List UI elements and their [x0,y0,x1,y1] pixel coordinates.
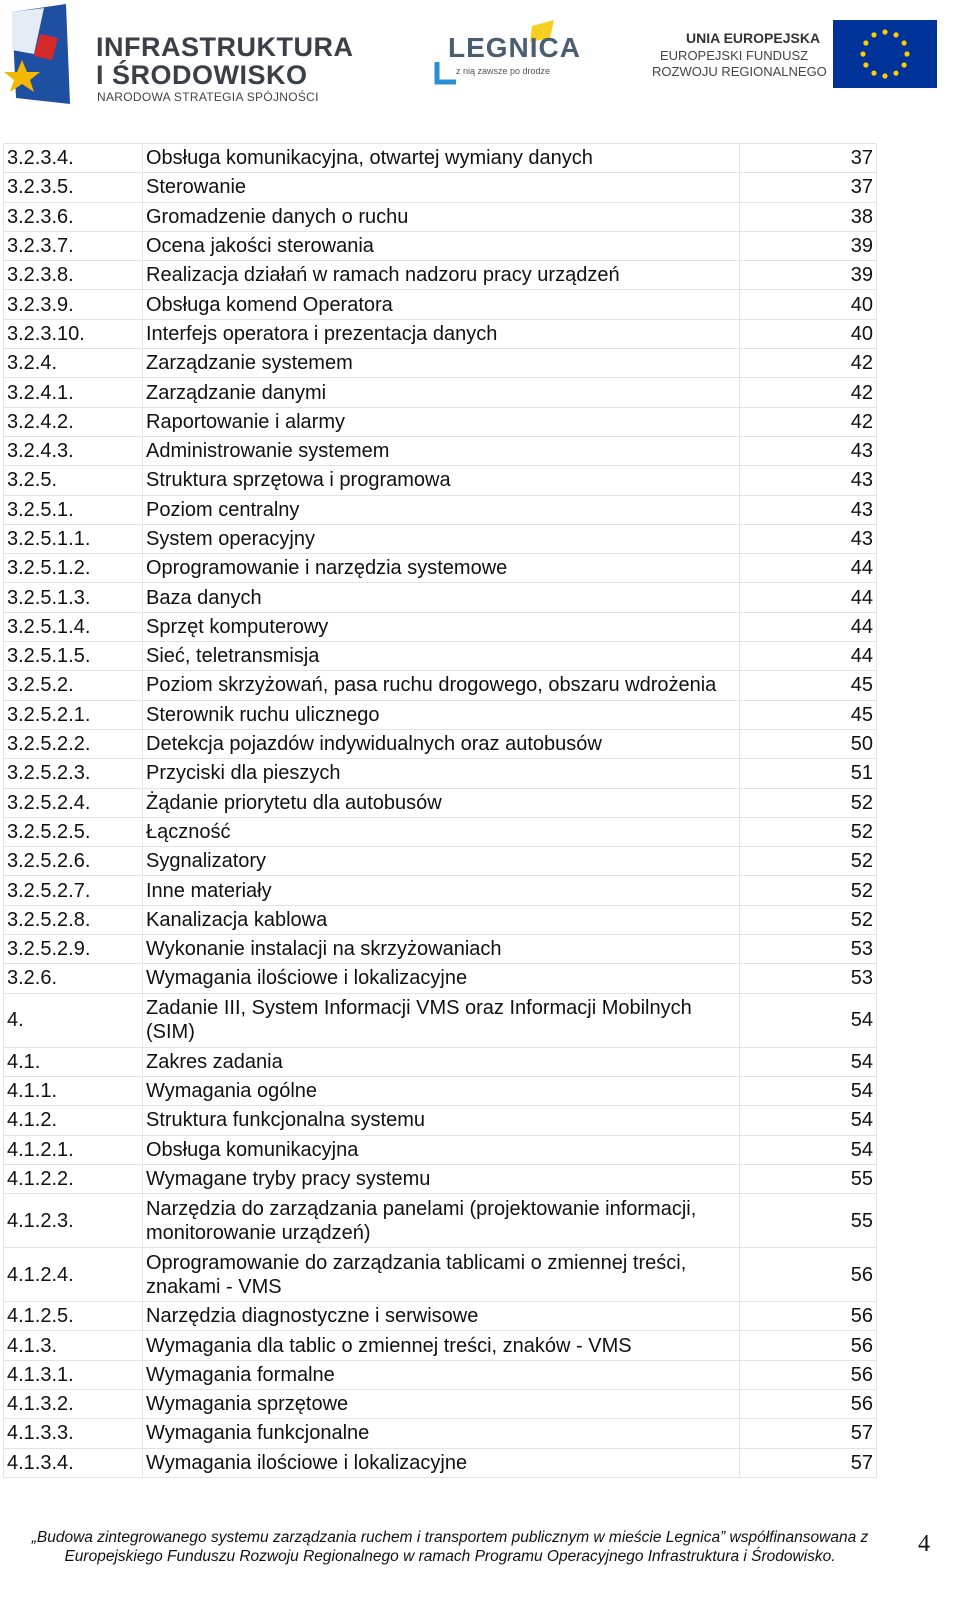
toc-page: 39 [740,261,877,290]
toc-number: 3.2.5.2.6. [4,847,143,876]
legnica-tagline: z nią zawsze po drodze [456,66,551,76]
eu-star-icon [902,62,907,67]
toc-title: Gromadzenie danych o ruchu [143,202,740,231]
toc-row [4,144,877,173]
toc-row [4,407,877,436]
eu-star-icon [893,32,898,37]
toc-title: Sterowanie [143,173,740,202]
toc-page: 54 [740,1106,877,1135]
legnica-logo [434,20,584,90]
toc-row [4,788,877,817]
toc-number: 3.2.5.1.5. [4,642,143,671]
toc-row [4,202,877,231]
toc-title: Poziom centralny [143,495,740,524]
toc-page: 55 [740,1194,877,1248]
toc-page: 45 [740,700,877,729]
toc-number: 3.2.5.2.3. [4,759,143,788]
toc-title: Poziom skrzyżowań, pasa ruchu drogowego, obszaru wdrożenia [143,671,740,700]
toc-page: 52 [740,876,877,905]
toc-row [4,642,877,671]
toc-row [4,583,877,612]
eu-star-icon [863,40,868,45]
toc-row [4,349,877,378]
toc-title: Wymagania sprzętowe [143,1389,740,1418]
toc-page: 56 [740,1331,877,1360]
toc-row [4,935,877,964]
toc-page: 52 [740,905,877,934]
toc-row [4,1302,877,1331]
toc-page: 40 [740,290,877,319]
toc-row [4,1194,877,1248]
toc-row [4,905,877,934]
toc-page: 55 [740,1164,877,1193]
eu-line1: UNIA EUROPEJSKA [686,30,821,46]
toc-page: 54 [740,1047,877,1076]
toc-title: Sieć, teletransmisja [143,642,740,671]
toc-row [4,261,877,290]
toc-row [4,1419,877,1448]
toc-number: 3.2.5.2. [4,671,143,700]
toc-page: 44 [740,554,877,583]
toc-row [4,231,877,260]
toc-title: Kanalizacja kablowa [143,905,740,934]
toc-number: 3.2.4.3. [4,436,143,465]
toc-page: 40 [740,319,877,348]
toc-number: 3.2.3.10. [4,319,143,348]
toc-page: 44 [740,642,877,671]
toc-title: Oprogramowanie i narzędzia systemowe [143,554,740,583]
toc-row [4,1331,877,1360]
toc-page: 53 [740,964,877,993]
toc-page: 37 [740,173,877,202]
logo-is-line3: NARODOWA STRATEGIA SPÓJNOŚCI [97,90,319,104]
toc-title: Narzędzia do zarządzania panelami (projektowanie informacji, monitorowanie urządzeń) [143,1194,740,1248]
toc-row [4,319,877,348]
toc-number: 4.1.2.4. [4,1248,143,1302]
toc-title: Detekcja pojazdów indywidualnych oraz autobusów [143,729,740,758]
toc-number: 3.2.5.1.2. [4,554,143,583]
toc-number: 4.1.3.3. [4,1419,143,1448]
toc-title: Wymagania funkcjonalne [143,1419,740,1448]
toc-row [4,524,877,553]
eu-star-icon [902,40,907,45]
toc-title: Wymagania ogólne [143,1076,740,1105]
toc-title: Wymagania ilościowe i lokalizacyjne [143,964,740,993]
legnica-wordmark: LEGNICA [448,32,581,63]
toc-page: 54 [740,1135,877,1164]
toc-row [4,1047,877,1076]
toc-row [4,1106,877,1135]
toc-page: 52 [740,847,877,876]
toc-title: Zadanie III, System Informacji VMS oraz Informacji Mobilnych (SIM) [143,993,740,1047]
eu-flag-icon [833,20,937,88]
toc-title: Wymagane tryby pracy systemu [143,1164,740,1193]
toc-title: Obsługa komunikacyjna, otwartej wymiany danych [143,144,740,173]
toc-title: Struktura funkcjonalna systemu [143,1106,740,1135]
toc-page: 53 [740,935,877,964]
toc-number: 3.2.3.8. [4,261,143,290]
logo-is-line1: INFRASTRUKTURA [96,32,354,62]
toc-row [4,1135,877,1164]
eu-star-icon [893,71,898,76]
toc-row [4,173,877,202]
toc-number: 4.1.3. [4,1331,143,1360]
toc-number: 4.1. [4,1047,143,1076]
toc-number: 4.1.2.2. [4,1164,143,1193]
toc-number: 4.1.2.5. [4,1302,143,1331]
toc-number: 3.2.5.2.4. [4,788,143,817]
toc-number: 3.2.3.4. [4,144,143,173]
toc-page: 43 [740,495,877,524]
toc-page: 56 [740,1360,877,1389]
toc-number: 3.2.5. [4,466,143,495]
toc-title: Struktura sprzętowa i programowa [143,466,740,495]
toc-number: 3.2.5.2.9. [4,935,143,964]
toc-page: 42 [740,378,877,407]
toc-row [4,495,877,524]
toc-row [4,1448,877,1477]
toc-number: 3.2.3.6. [4,202,143,231]
eu-line3: ROZWOJU REGIONALNEGO [652,64,827,79]
toc-number: 4.1.2.3. [4,1194,143,1248]
toc-number: 3.2.3.5. [4,173,143,202]
toc-row [4,1248,877,1302]
toc-row [4,729,877,758]
toc-number: 3.2.4.1. [4,378,143,407]
page-header [0,0,960,112]
toc-title: Oprogramowanie do zarządzania tablicami o zmiennej treści, znakami - VMS [143,1248,740,1302]
toc-title: Administrowanie systemem [143,436,740,465]
toc-number: 4.1.2. [4,1106,143,1135]
toc-row [4,554,877,583]
eu-star-icon [882,29,887,34]
toc-page: 43 [740,436,877,465]
eu-star-icon [904,51,909,56]
toc-page: 57 [740,1448,877,1477]
toc-row [4,671,877,700]
toc-title: Sprzęt komputerowy [143,612,740,641]
toc-row [4,1389,877,1418]
toc-page: 44 [740,583,877,612]
eu-star-icon [863,62,868,67]
toc-page: 42 [740,407,877,436]
toc-row [4,378,877,407]
toc-page: 52 [740,788,877,817]
toc-title: Obsługa komend Operatora [143,290,740,319]
toc-page: 45 [740,671,877,700]
toc-page: 56 [740,1389,877,1418]
toc-number: 3.2.5.1.1. [4,524,143,553]
toc-page: 51 [740,759,877,788]
toc-row [4,759,877,788]
toc-title: Wymagania dla tablic o zmiennej treści, znaków - VMS [143,1331,740,1360]
toc-title: Obsługa komunikacyjna [143,1135,740,1164]
toc-number: 4.1.1. [4,1076,143,1105]
toc-number: 3.2.5.1.4. [4,612,143,641]
toc-number: 3.2.3.9. [4,290,143,319]
toc-page: 44 [740,612,877,641]
eu-star-icon [860,51,865,56]
toc-page: 54 [740,993,877,1047]
toc-page: 43 [740,524,877,553]
toc-title: Sygnalizatory [143,847,740,876]
toc-title: Sterownik ruchu ulicznego [143,700,740,729]
toc-title: Ocena jakości sterowania [143,231,740,260]
toc-title: System operacyjny [143,524,740,553]
toc-number: 3.2.5.2.2. [4,729,143,758]
toc-number: 3.2.6. [4,964,143,993]
toc-title: Inne materiały [143,876,740,905]
toc-page: 38 [740,202,877,231]
toc-title: Wymagania formalne [143,1360,740,1389]
toc-row [4,612,877,641]
toc-title: Interfejs operatora i prezentacja danych [143,319,740,348]
toc-row [4,817,877,846]
toc-row [4,290,877,319]
toc-title: Baza danych [143,583,740,612]
toc-title: Wykonanie instalacji na skrzyżowaniach [143,935,740,964]
toc-row [4,847,877,876]
toc-number: 4.1.2.1. [4,1135,143,1164]
toc-row [4,1360,877,1389]
toc-title: Raportowanie i alarmy [143,407,740,436]
toc-title: Zarządzanie danymi [143,378,740,407]
toc-title: Łączność [143,817,740,846]
toc-number: 3.2.3.7. [4,231,143,260]
page-number: 4 [918,1531,930,1557]
eu-star-icon [871,71,876,76]
footer-line2: Europejskiego Funduszu Rozwoju Regionalnego w ramach Programu Operacyjnego Infrastruktura i Środowisko. [64,1548,836,1565]
toc-page: 43 [740,466,877,495]
toc-number: 4.1.3.1. [4,1360,143,1389]
toc-page: 37 [740,144,877,173]
toc-number: 3.2.4. [4,349,143,378]
toc-number: 3.2.5.1. [4,495,143,524]
nss-flag-icon [4,4,72,106]
toc-number: 4. [4,993,143,1047]
toc-row [4,1164,877,1193]
toc-title: Realizacja działań w ramach nadzoru pracy urządzeń [143,261,740,290]
toc-row [4,1076,877,1105]
footer-line1: „Budowa zintegrowanego systemu zarządzania ruchem i transportem publicznym w mieście Legnica” współfinansowana z [31,1529,869,1546]
toc-row [4,436,877,465]
eu-star-icon [871,32,876,37]
toc-number: 3.2.5.1.3. [4,583,143,612]
toc-row [4,876,877,905]
toc-row [4,466,877,495]
toc-number: 4.1.3.2. [4,1389,143,1418]
toc-number: 3.2.5.2.8. [4,905,143,934]
toc-title: Zakres zadania [143,1047,740,1076]
eu-star-icon [882,73,887,78]
toc-page: 56 [740,1248,877,1302]
toc-row [4,993,877,1047]
toc-page: 56 [740,1302,877,1331]
table-of-contents [3,143,877,1478]
toc-number: 4.1.3.4. [4,1448,143,1477]
toc-number: 3.2.4.2. [4,407,143,436]
toc-title: Przyciski dla pieszych [143,759,740,788]
logo-is-line2: I ŚRODOWISKO [96,60,308,90]
toc-row [4,700,877,729]
eu-line2: EUROPEJSKI FUNDUSZ [660,48,809,63]
toc-page: 52 [740,817,877,846]
toc-title: Żądanie priorytetu dla autobusów [143,788,740,817]
toc-row [4,964,877,993]
toc-title: Wymagania ilościowe i lokalizacyjne [143,1448,740,1477]
toc-number: 3.2.5.2.5. [4,817,143,846]
page-footer [0,1528,900,1566]
toc-title: Zarządzanie systemem [143,349,740,378]
toc-number: 3.2.5.2.1. [4,700,143,729]
toc-page: 42 [740,349,877,378]
toc-page: 39 [740,231,877,260]
toc-title: Narzędzia diagnostyczne i serwisowe [143,1302,740,1331]
toc-page: 57 [740,1419,877,1448]
toc-page: 54 [740,1076,877,1105]
toc-page: 50 [740,729,877,758]
toc-number: 3.2.5.2.7. [4,876,143,905]
